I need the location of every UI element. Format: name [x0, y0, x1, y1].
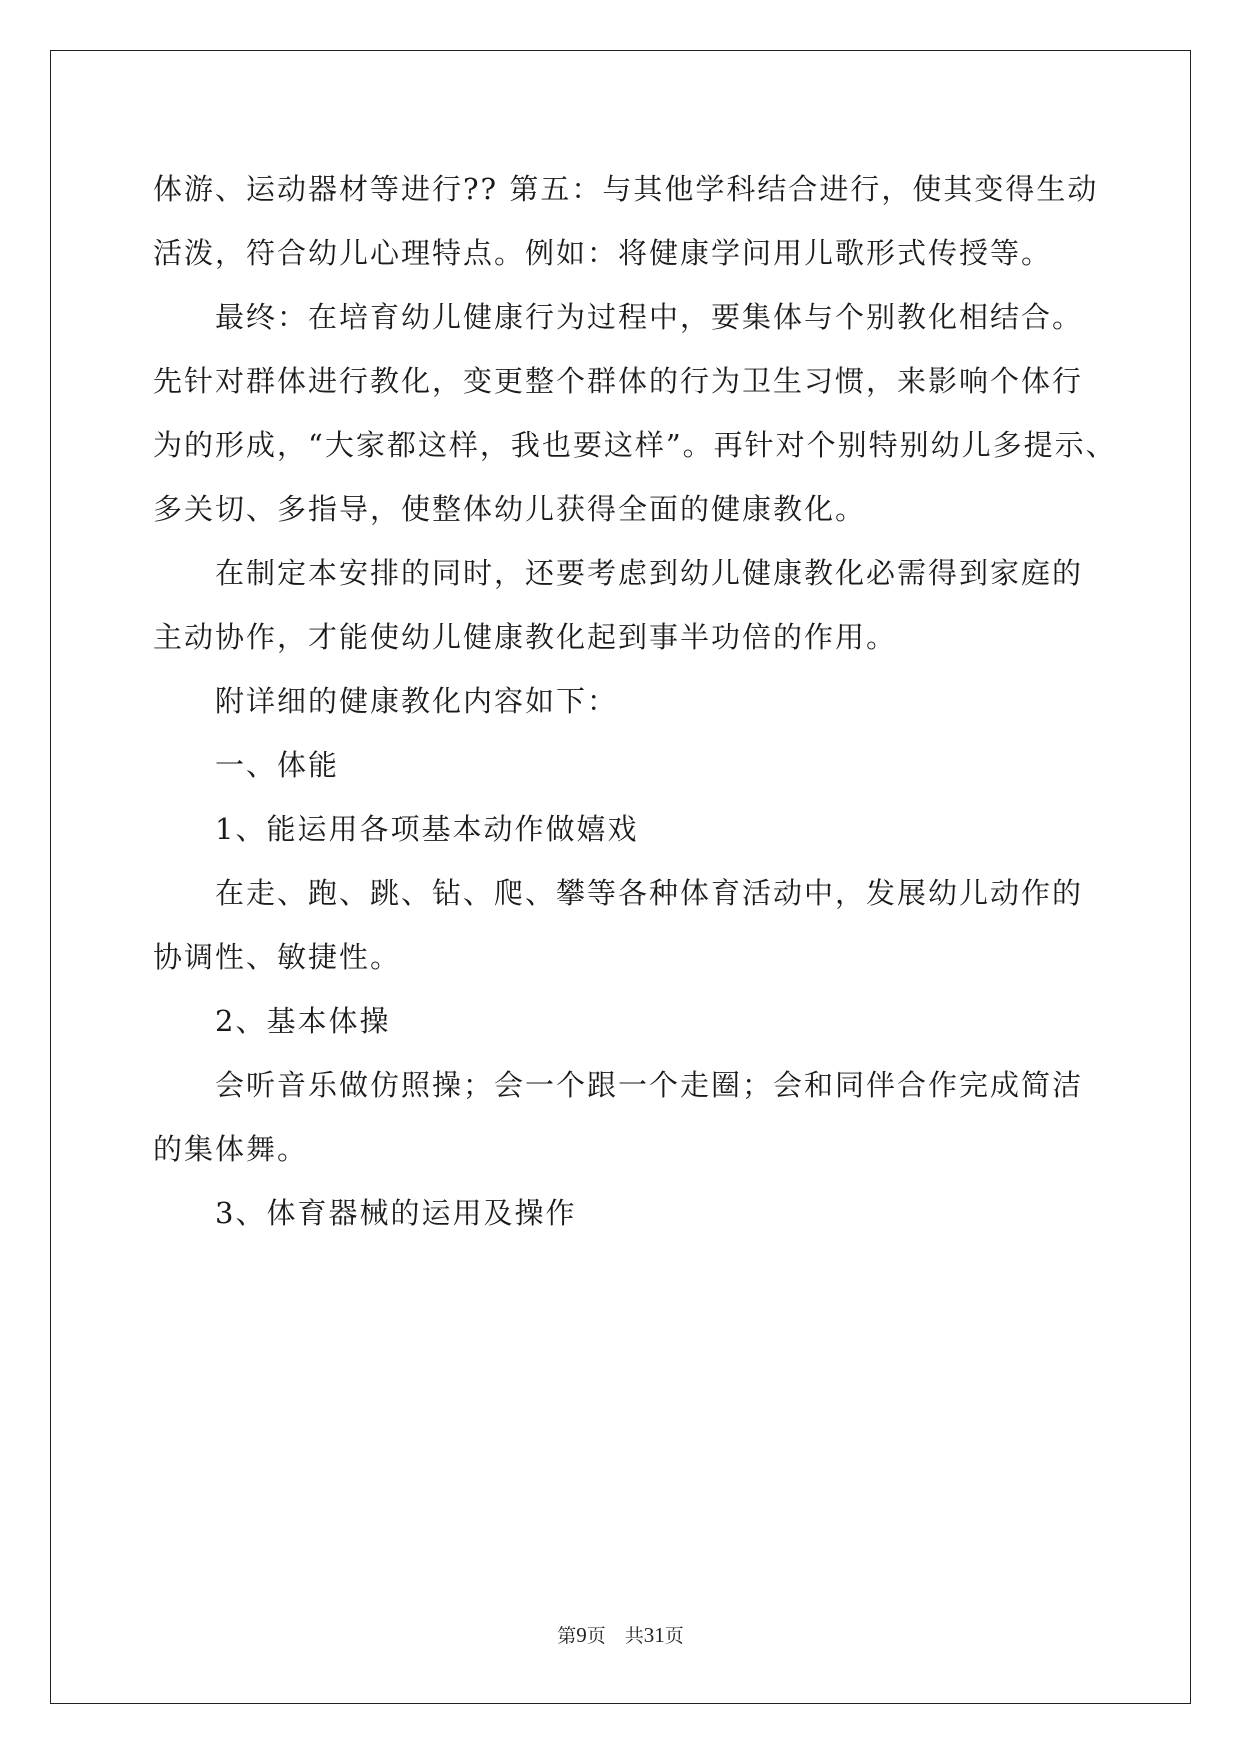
- document-body: [153, 157, 1117, 1245]
- text-line: 先针对群体进行教化，变更整个群体的行为卫生习惯，来影响个体行: [153, 364, 1084, 398]
- footer-total-prefix: 共: [624, 1626, 644, 1647]
- page-number: 9: [576, 1623, 587, 1647]
- text-line: 多关切、多指导，使整体幼儿获得全面的健康教化。: [153, 492, 867, 526]
- text-line: 体游、运动器材等进行?? 第五：与其他学科结合进行，使其变得生动: [153, 172, 1099, 206]
- text-line: 活泼，符合幼儿心理特点。例如：将健康学问用儿歌形式传授等。: [153, 236, 1053, 270]
- text-line: 的集体舞。: [153, 1132, 309, 1166]
- footer-prefix: 第: [557, 1626, 577, 1647]
- subsection-heading: 3、体育器械的运用及操作: [215, 1196, 577, 1230]
- text-line: 附详细的健康教化内容如下：: [215, 684, 619, 718]
- page-footer: [0, 1621, 1241, 1648]
- footer-page-suffix: 页: [586, 1626, 606, 1647]
- subsection-heading: 2、基本体操: [215, 1004, 391, 1038]
- total-pages: 31: [643, 1623, 665, 1647]
- footer-total-suffix: 页: [664, 1626, 684, 1647]
- text-line: 最终：在培育幼儿健康行为过程中，要集体与个别教化相结合。: [215, 300, 1084, 334]
- text-line: 会听音乐做仿照操；会一个跟一个走圈；会和同伴合作完成简洁: [215, 1068, 1084, 1102]
- subsection-heading: 1、能运用各项基本动作做嬉戏: [215, 812, 639, 846]
- text-line: 主动协作，才能使幼儿健康教化起到事半功倍的作用。: [153, 620, 898, 654]
- text-line: 为的形成，“大家都这样，我也要这样”。再针对个别特别幼儿多提示、: [153, 428, 1117, 462]
- text-line: 在制定本安排的同时，还要考虑到幼儿健康教化必需得到家庭的: [215, 556, 1084, 590]
- text-line: 在走、跑、跳、钻、爬、攀等各种体育活动中，发展幼儿动作的: [215, 876, 1084, 910]
- text-line: 协调性、敏捷性。: [153, 940, 402, 974]
- section-heading: 一、体能: [215, 748, 340, 782]
